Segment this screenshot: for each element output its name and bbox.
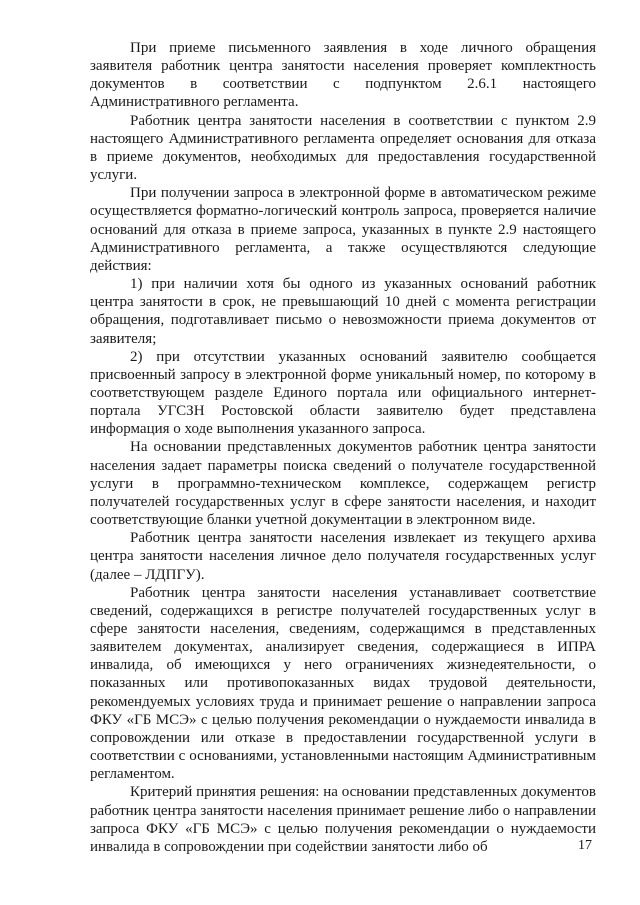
paragraph-verification: Работник центра занятости населения устанавливает соответствие сведений, содержащихся в регистре получателей государственных услуг в сфере занятости населения, сведениям, содержащимся в представленных заявителем документах, анализирует сведения, содержащиеся в ИПРА инвалида, об имеющихся у него ограничениях жизнедеятельности, о показанных или противопоказанных видах трудовой деятельности, рекомендуемых условиях труда и принимает решение о направлении запроса ФКУ «ГБ МСЭ» с целью получения рекомендации о нуждаемости инвалида в сопровождении или отказе в предоставлении государственной услуги в соответствии с основаниями, установленными настоящим Административным регламентом.: [90, 584, 596, 783]
paragraph-decision-criterion: Критерий принятия решения: на основании представленных документов работник центра занятости населения принимает решение либо о направлении запроса ФКУ «ГБ МСЭ» с целью получения рекомендации о нуждаемости инвалида в сопровождении при содействии занятости либо об: [90, 784, 596, 855]
list-item-1: 1) при наличии хотя бы одного из указанных оснований работник центра занятости в срок, не превышающий 10 дней с момента регистрации обращения, подготавливает письмо о невозможности приема документов от заявителя;: [90, 276, 596, 347]
paragraph-document-completeness-check: При приеме письменного заявления в ходе личного обращения заявителя работник центра занятости населения проверяет комплектность документов в соответствии с подпунктом 2.6.1 настоящего Административного регламента.: [90, 40, 596, 111]
document-body: [90, 39, 596, 856]
paragraph-personal-file: Работник центра занятости населения извлекает из текущего архива центра занятости населения личное дело получателя государственных услуг (далее – ЛДПГУ).: [90, 530, 596, 583]
page-number: 17: [578, 838, 592, 853]
list-item-2: 2) при отсутствии указанных оснований заявителю сообщается присвоенный запросу в электронной форме уникальный номер, по которому в соответствующем разделе Единого портала или официального интернет-портала УГСЗН Ростовской области заявителю будет представлена информация о ходе выполнения указанного запроса.: [90, 348, 596, 438]
paragraph-refusal-grounds: Работник центра занятости населения в соответствии с пунктом 2.9 настоящего Административного регламента определяет основания для отказа в приеме документов, необходимых для предоставления государственной услуги.: [90, 112, 596, 184]
paragraph-search-parameters: На основании представленных документов работник центра занятости населения задает параметры поиска сведений о получателе государственной услуги в программно-техническом комплексе, содержащем регистр получателей государственных услуг в сфере занятости населения, и находит соответствующие бланки учетной документации в электронном виде.: [90, 439, 596, 529]
paragraph-electronic-request: При получении запроса в электронной форме в автоматическом режиме осуществляется форматно-логический контроль запроса, проверяется наличие оснований для отказа в приеме запроса, указанных в пункте 2.9 настоящего Административного регламента, а также осуществляются следующие действия:: [90, 185, 596, 274]
